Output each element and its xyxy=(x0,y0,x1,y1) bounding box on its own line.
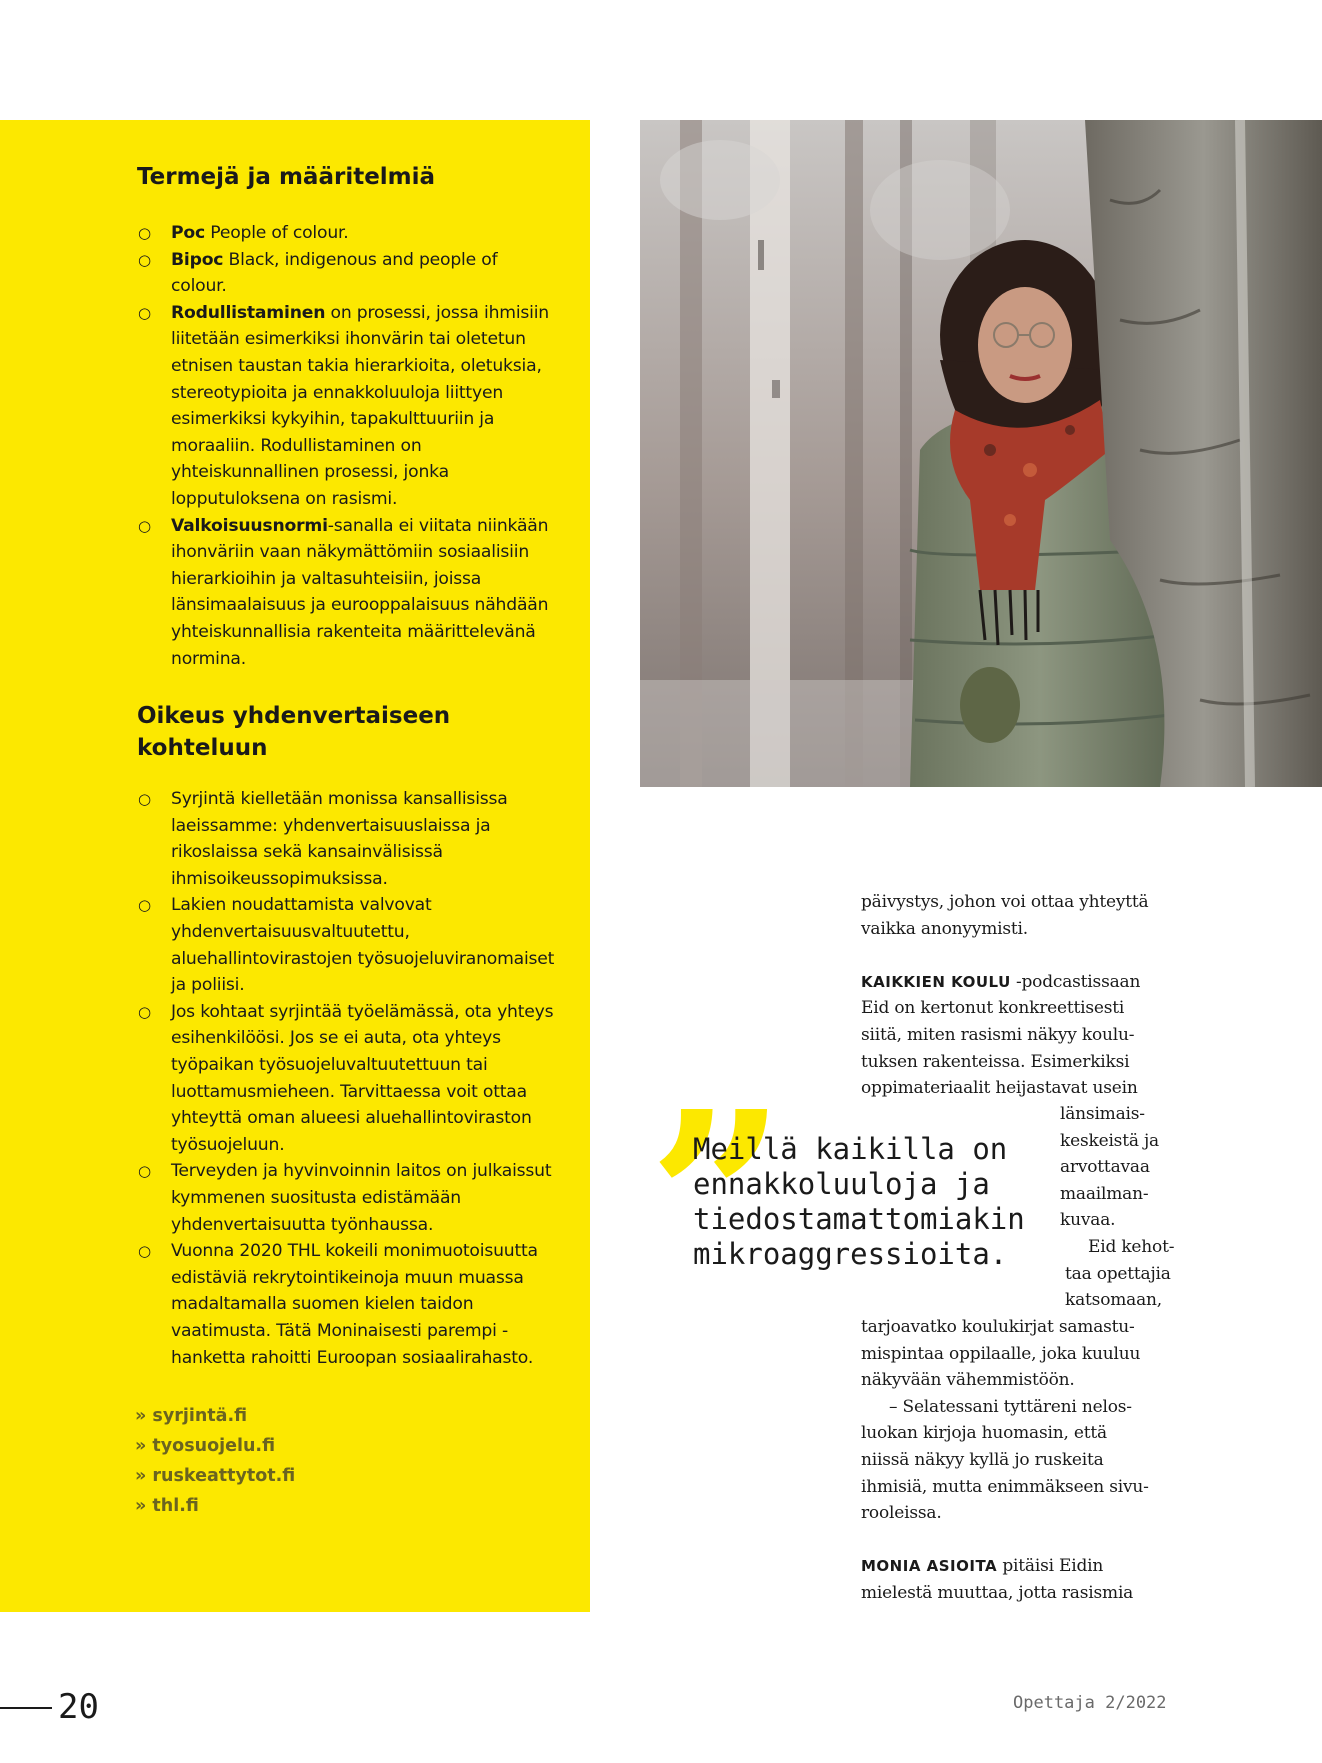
terms-list xyxy=(137,220,557,672)
term-definition: People of colour. xyxy=(205,223,349,243)
article-line: arvottavaa xyxy=(1060,1157,1150,1178)
article-line: niissä näkyy kyllä jo ruskeita xyxy=(861,1449,1104,1470)
term-item xyxy=(137,247,557,300)
article-line: mispintaa oppilaalle, joka kuuluu xyxy=(861,1343,1141,1364)
bullet-icon: ○ xyxy=(138,1162,151,1181)
article-line: tuksen rakenteissa. Esimerkiksi xyxy=(861,1051,1130,1072)
link-list xyxy=(135,1401,557,1521)
article-wrap-column xyxy=(1060,1101,1200,1314)
rights-item xyxy=(137,999,557,1159)
link-thl[interactable]: » thl.fi xyxy=(135,1496,199,1517)
rights-item xyxy=(137,1158,557,1238)
section-lead: KAIKKIEN KOULU xyxy=(861,972,1011,991)
article-line: mielestä muuttaa, jotta rasismia xyxy=(861,1582,1134,1603)
bullet-icon: ○ xyxy=(138,224,151,242)
rights-heading: Oikeus yhdenvertaiseen kohteluun xyxy=(137,703,451,762)
pull-quote: Meillä kaikilla on ennakkoluuloja ja tiedostamattomiakin mikroaggressioita. xyxy=(693,1132,1025,1271)
term-definition: Black, indigenous and people of colour. xyxy=(171,249,498,297)
bullet-icon: ○ xyxy=(138,250,151,269)
article-line xyxy=(861,969,1191,996)
article-line: päivystys, johon voi ottaa yhteyttä xyxy=(861,892,1149,912)
link-tyosuojelu[interactable]: » tyosuojelu.fi xyxy=(135,1436,276,1457)
article-line: maailman- xyxy=(1060,1183,1149,1204)
article-line: taa opettajia xyxy=(1065,1263,1171,1284)
rights-text: Lakien noudattamista valvovat yhdenvertaisuusvaltuutettu, aluehallintovirastojen työsuojeluviranomaiset ja poliisi. xyxy=(171,895,555,996)
article-line: rooleissa. xyxy=(861,1503,942,1524)
rights-text: Vuonna 2020 THL kokeili monimuotoisuutta edistäviä rekrytointikeinoja muun muassa madaltamalla suomen kielen taidon vaatimusta. Tätä Moninaisesti parempi -hanketta rahoitti Euroopan sosiaalirahasto. xyxy=(171,1241,538,1368)
article-line xyxy=(861,1553,1191,1580)
article-line: luokan kirjoja huomasin, että xyxy=(861,1423,1107,1444)
term-item xyxy=(137,513,557,673)
article-line: keskeistä ja xyxy=(1060,1130,1159,1151)
page-number: 20 xyxy=(58,1687,99,1727)
bullet-icon: ○ xyxy=(138,516,151,535)
quote-mark-icon: ” xyxy=(648,1059,759,1341)
article-line: vaikka anonyymisti. xyxy=(861,918,1028,939)
article-column xyxy=(861,889,1191,1102)
article-line: – Selatessani tyttäreni nelos- xyxy=(889,1396,1132,1417)
bullet-icon: ○ xyxy=(138,896,151,915)
bullet-icon: ○ xyxy=(138,303,151,322)
bullet-icon: ○ xyxy=(138,1242,151,1261)
rights-list xyxy=(137,786,557,1371)
portrait-photo xyxy=(640,120,1322,787)
rights-item xyxy=(137,1238,557,1371)
article-text: pitäisi Eidin xyxy=(997,1556,1104,1577)
rights-text: Jos kohtaat syrjintää työelämässä, ota yhteys esihenkilöösi. Jos se ei auta, ota yhteys työpaikan työsuojeluvaltuutettuun tai luottamusmieheen. Tarvittaessa voit ottaa yhteyttä oman alueesi aluehallintoviraston työsuojeluun. xyxy=(171,1001,554,1155)
term-name: Rodullistaminen xyxy=(171,302,326,323)
term-definition: on prosessi, jossa ihmisiin liitetään esimerkiksi ihonvärin tai oletetun etnisen taustan takia hierarkioita, oletuksia, stereotypioita ja ennakkoluuloja liittyen esimerkiksi kykyihin, tapakulttuuriin ja moraaliin. Rodullistaminen on yhteiskunnallinen prosessi, jonka lopputuloksena on rasismi. xyxy=(171,302,550,509)
portrait-illustration xyxy=(640,120,1322,787)
link-syrjinta[interactable]: » syrjintä.fi xyxy=(135,1406,248,1427)
article-line: näkyvään vähemmistöön. xyxy=(861,1370,1075,1391)
section-lead: MONIA ASIOITA xyxy=(861,1557,998,1576)
term-definition: -sanalla ei viitata niinkään ihonväriin vaan näkymättömiin sosiaalisiin hierarkioihin ja valtasuhteisiin, joissa länsimaalaisuus ja eurooppalaisuus nähdään yhteiskunnallisia rakenteita määrittelevänä normina. xyxy=(171,515,549,669)
glossary-box xyxy=(0,120,590,1612)
article-line: länsimais- xyxy=(1060,1104,1145,1124)
term-item xyxy=(137,300,557,513)
bullet-icon: ○ xyxy=(138,790,151,809)
glossary-content xyxy=(137,160,557,1521)
rights-item xyxy=(137,892,557,998)
term-name: Bipoc xyxy=(171,249,224,270)
term-name: Poc xyxy=(171,223,205,243)
article-line: tarjoavatko koulukirjat samastu- xyxy=(861,1317,1135,1337)
term-name: Valkoisuusnormi xyxy=(171,515,328,536)
article-line: siitä, miten rasismi näkyy koulu- xyxy=(861,1024,1135,1045)
link-ruskeattytot[interactable]: » ruskeattytot.fi xyxy=(135,1466,296,1487)
rights-item xyxy=(137,786,557,892)
rights-text: Terveyden ja hyvinvoinnin laitos on julkaissut kymmenen suositusta edistämään yhdenvertaisuutta työnhaussa. xyxy=(171,1161,552,1235)
article-line: oppimateriaalit heijastavat usein xyxy=(861,1078,1138,1099)
article-line: Eid kehot- xyxy=(1088,1236,1175,1257)
article-line: katsomaan, xyxy=(1065,1290,1162,1311)
terms-heading: Termejä ja määritelmiä xyxy=(137,164,436,190)
article-line: kuvaa. xyxy=(1060,1210,1116,1231)
article-text: -podcastissaan xyxy=(1010,971,1141,992)
bullet-icon: ○ xyxy=(138,1002,151,1021)
article-column-lower xyxy=(861,1314,1191,1607)
rights-text: Syrjintä kielletään monissa kansallisissa laeissamme: yhdenvertaisuuslaissa ja rikoslaissa sekä kansainvälisissä ihmisoikeussopimuksissa. xyxy=(171,789,508,889)
article-line: Eid on kertonut konkreettisesti xyxy=(861,998,1125,1019)
magazine-issue: Opettaja 2/2022 xyxy=(1013,1693,1167,1713)
page-number-rule xyxy=(0,1707,52,1709)
article-line: ihmisiä, mutta enimmäkseen sivu- xyxy=(861,1476,1149,1497)
term-item xyxy=(137,220,557,247)
